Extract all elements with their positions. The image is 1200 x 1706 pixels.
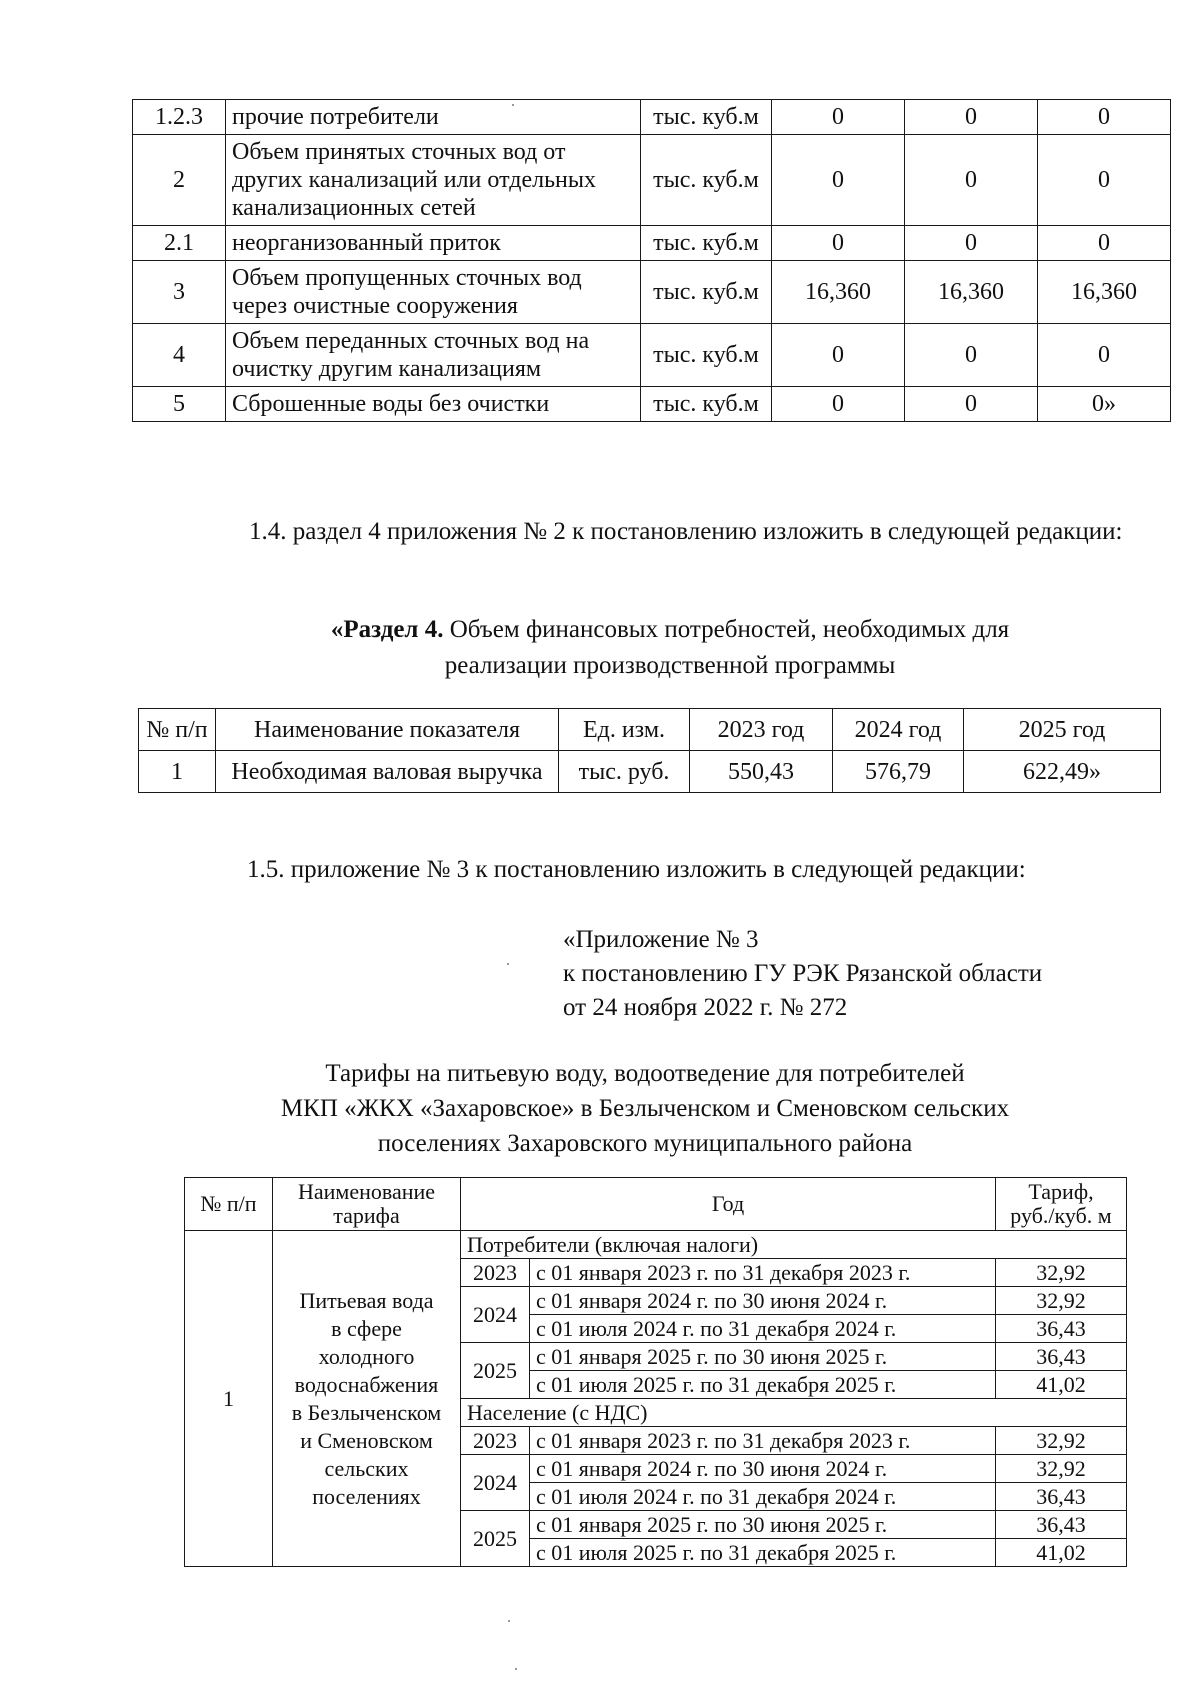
header-cell: 2023 год bbox=[690, 709, 833, 751]
row-number: 2.1 bbox=[133, 226, 226, 261]
tariff-value: 32,92 bbox=[996, 1427, 1127, 1455]
row-number: 4 bbox=[133, 324, 226, 387]
wastewater-volume-table bbox=[132, 99, 1171, 422]
appendix-line2: к постановлению ГУ РЭК Рязанской области bbox=[563, 960, 1043, 987]
tariff-name bbox=[273, 1231, 461, 1567]
table-cell: 622,49» bbox=[964, 751, 1161, 793]
tariff-value: 32,92 bbox=[996, 1455, 1127, 1483]
table-cell: Необходимая валовая выручка bbox=[216, 751, 559, 793]
table-row bbox=[185, 1231, 1127, 1259]
value-cell: 0 bbox=[772, 226, 905, 261]
tariff-value: 36,43 bbox=[996, 1315, 1127, 1343]
value-cell: 0 bbox=[772, 324, 905, 387]
table-cell: 550,43 bbox=[690, 751, 833, 793]
table-cell: тыс. руб. bbox=[559, 751, 690, 793]
header-tariff bbox=[996, 1178, 1127, 1231]
year-cell: 2023 bbox=[461, 1427, 530, 1455]
unit-cell: тыс. куб.м bbox=[641, 324, 772, 387]
year-cell: 2025 bbox=[461, 1343, 530, 1399]
value-cell: 16,360 bbox=[1038, 261, 1171, 324]
value-cell: 0 bbox=[772, 387, 905, 422]
tariff-name-line: сельских bbox=[324, 1455, 409, 1481]
financial-needs-table bbox=[138, 708, 1161, 793]
period-cell: с 01 января 2024 г. по 30 июня 2024 г. bbox=[530, 1287, 996, 1315]
value-cell: 0» bbox=[1038, 387, 1171, 422]
appendix-line3: от 24 ноября 2022 г. № 272 bbox=[563, 994, 848, 1021]
tariff-name-line: в Безлыченском bbox=[291, 1399, 442, 1425]
tariff-title-line1: Тарифы на питьевую воду, водоотведение для потребителей bbox=[325, 1060, 965, 1087]
appendix-reference bbox=[563, 923, 1123, 1025]
unit-cell: тыс. куб.м bbox=[641, 261, 772, 324]
paragraph-1-5: 1.5. приложение № 3 к постановлению изложить в следующей редакции: bbox=[247, 856, 1026, 883]
section-4-title-line2: реализации производственной программы bbox=[444, 652, 896, 679]
header-tariff-line1: Тариф, bbox=[1028, 1179, 1094, 1204]
period-cell: с 01 июля 2025 г. по 31 декабря 2025 г. bbox=[530, 1539, 996, 1567]
period-cell: с 01 января 2025 г. по 30 июня 2025 г. bbox=[530, 1343, 996, 1371]
tariff-value: 36,43 bbox=[996, 1343, 1127, 1371]
appendix-line1: «Приложение № 3 bbox=[563, 926, 759, 953]
value-cell: 16,360 bbox=[772, 261, 905, 324]
header-name bbox=[273, 1178, 461, 1231]
tariff-value: 36,43 bbox=[996, 1511, 1127, 1539]
group-label: Потребители (включая налоги) bbox=[461, 1231, 1127, 1259]
tariff-name-line: в сфере bbox=[331, 1315, 402, 1341]
tariff-value: 41,02 bbox=[996, 1539, 1127, 1567]
header-year: Год bbox=[461, 1178, 996, 1231]
table-row bbox=[133, 324, 1171, 387]
tariff-value: 36,43 bbox=[996, 1483, 1127, 1511]
indicator-name: неорганизованный приток bbox=[226, 226, 641, 261]
value-cell: 0 bbox=[1038, 324, 1171, 387]
scan-speck bbox=[515, 1668, 517, 1670]
group-label: Население (с НДС) bbox=[461, 1399, 1127, 1427]
section-4-title bbox=[260, 612, 1080, 684]
scan-speck bbox=[508, 1620, 510, 1622]
tariff-value: 41,02 bbox=[996, 1371, 1127, 1399]
year-cell: 2024 bbox=[461, 1287, 530, 1343]
value-cell: 0 bbox=[905, 135, 1038, 226]
tariff-name-line: холодного bbox=[318, 1343, 415, 1369]
header-name-line2: тарифа bbox=[333, 1203, 400, 1228]
section-4-title-rest: Объем финансовых потребностей, необходимых для bbox=[443, 616, 1010, 643]
table-row bbox=[133, 387, 1171, 422]
period-cell: с 01 июля 2024 г. по 31 декабря 2024 г. bbox=[530, 1315, 996, 1343]
unit-cell: тыс. куб.м bbox=[641, 100, 772, 135]
row-number: 5 bbox=[133, 387, 226, 422]
unit-cell: тыс. куб.м bbox=[641, 387, 772, 422]
row-number: 1 bbox=[185, 1231, 273, 1567]
indicator-name: Сброшенные воды без очистки bbox=[226, 387, 641, 422]
header-tariff-line2: руб./куб. м bbox=[1010, 1203, 1112, 1228]
header-cell: Наименование показателя bbox=[216, 709, 559, 751]
indicator-name: Объем переданных сточных вод на очистку другим канализациям bbox=[226, 324, 641, 387]
header-num: № п/п bbox=[185, 1178, 273, 1231]
value-cell: 0 bbox=[905, 387, 1038, 422]
value-cell: 0 bbox=[1038, 226, 1171, 261]
table-row bbox=[133, 261, 1171, 324]
table-row bbox=[139, 751, 1161, 793]
year-cell: 2024 bbox=[461, 1455, 530, 1511]
scan-speck bbox=[512, 104, 514, 106]
tariff-name-line: поселениях bbox=[312, 1483, 421, 1509]
tariff-title-line3: поселениях Захаровского муниципального района bbox=[377, 1130, 913, 1157]
table-header-row bbox=[139, 709, 1161, 751]
indicator-name: Объем пропущенных сточных вод через очистные сооружения bbox=[226, 261, 641, 324]
value-cell: 0 bbox=[772, 135, 905, 226]
value-cell: 0 bbox=[1038, 135, 1171, 226]
period-cell: с 01 января 2024 г. по 30 июня 2024 г. bbox=[530, 1455, 996, 1483]
section-4-bold: «Раздел 4. bbox=[330, 616, 444, 643]
value-cell: 0 bbox=[905, 100, 1038, 135]
period-cell: с 01 января 2025 г. по 30 июня 2025 г. bbox=[530, 1511, 996, 1539]
header-cell: 2024 год bbox=[833, 709, 964, 751]
indicator-name: Объем принятых сточных вод от других канализаций или отдельных канализационных сетей bbox=[226, 135, 641, 226]
table-cell: 576,79 bbox=[833, 751, 964, 793]
table-cell: 1 bbox=[139, 751, 216, 793]
scan-speck bbox=[507, 963, 509, 965]
table-row bbox=[133, 226, 1171, 261]
tariff-value: 32,92 bbox=[996, 1259, 1127, 1287]
unit-cell: тыс. куб.м bbox=[641, 135, 772, 226]
period-cell: с 01 января 2023 г. по 31 декабря 2023 г. bbox=[530, 1259, 996, 1287]
row-number: 3 bbox=[133, 261, 226, 324]
tariff-title bbox=[190, 1056, 1100, 1161]
tariff-title-line2: МКП «ЖКХ «Захаровское» в Безлыченском и Сменовском сельских bbox=[280, 1095, 1010, 1122]
unit-cell: тыс. куб.м bbox=[641, 226, 772, 261]
year-cell: 2025 bbox=[461, 1511, 530, 1567]
tariff-name-line: и Сменовском bbox=[300, 1427, 433, 1453]
value-cell: 0 bbox=[905, 226, 1038, 261]
tariff-value: 32,92 bbox=[996, 1287, 1127, 1315]
header-cell: Ед. изм. bbox=[559, 709, 690, 751]
period-cell: с 01 января 2023 г. по 31 декабря 2023 г. bbox=[530, 1427, 996, 1455]
header-name-line1: Наименование bbox=[297, 1179, 436, 1204]
tariff-table bbox=[184, 1177, 1127, 1567]
period-cell: с 01 июля 2024 г. по 31 декабря 2024 г. bbox=[530, 1483, 996, 1511]
row-number: 2 bbox=[133, 135, 226, 226]
value-cell: 0 bbox=[772, 100, 905, 135]
period-cell: с 01 июля 2025 г. по 31 декабря 2025 г. bbox=[530, 1371, 996, 1399]
table-header-row bbox=[185, 1178, 1127, 1231]
table-row bbox=[133, 100, 1171, 135]
header-cell: № п/п bbox=[139, 709, 216, 751]
value-cell: 0 bbox=[1038, 100, 1171, 135]
table-row bbox=[133, 135, 1171, 226]
indicator-name: прочие потребители bbox=[226, 100, 641, 135]
value-cell: 0 bbox=[905, 324, 1038, 387]
header-cell: 2025 год bbox=[964, 709, 1161, 751]
value-cell: 16,360 bbox=[905, 261, 1038, 324]
tariff-name-line: Питьевая вода bbox=[299, 1287, 434, 1313]
row-number: 1.2.3 bbox=[133, 100, 226, 135]
paragraph-1-4: 1.4. раздел 4 приложения № 2 к постановлению изложить в следующей редакции: bbox=[249, 518, 1123, 545]
tariff-name-line: водоснабжения bbox=[294, 1371, 439, 1397]
year-cell: 2023 bbox=[461, 1259, 530, 1287]
